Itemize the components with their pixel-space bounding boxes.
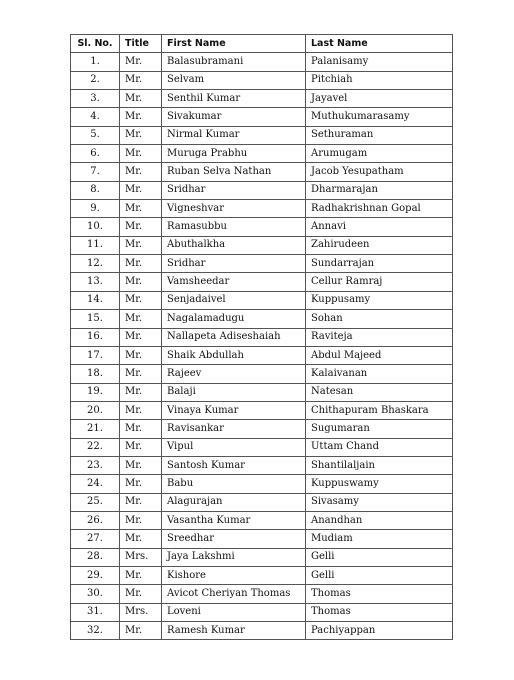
last-name-cell: Kuppusamy	[306, 291, 453, 309]
serial-number-cell: 20.	[71, 401, 120, 419]
first-name-cell: Vigneshvar	[162, 200, 306, 218]
first-name-cell: Vamsheedar	[162, 273, 306, 291]
serial-number-cell: 12.	[71, 255, 120, 273]
serial-number-cell: 4.	[71, 108, 120, 126]
first-name-cell: Ramesh Kumar	[162, 622, 306, 640]
first-name-cell: Rajeev	[162, 365, 306, 383]
table-row	[71, 475, 453, 493]
serial-number-cell: 32.	[71, 622, 120, 640]
serial-number-cell: 14.	[71, 291, 120, 309]
first-name-cell: Sridhar	[162, 181, 306, 199]
serial-number-cell: 23.	[71, 456, 120, 474]
first-name-cell: Sivakumar	[162, 108, 306, 126]
first-name-cell: Ramasubbu	[162, 218, 306, 236]
first-name-cell: Ravisankar	[162, 420, 306, 438]
title-cell: Mr.	[120, 200, 162, 218]
last-name-cell: Jayavel	[306, 90, 453, 108]
last-name-cell: Shantilaljain	[306, 456, 453, 474]
title-cell: Mr.	[120, 365, 162, 383]
last-name-cell: Abdul Majeed	[306, 346, 453, 364]
title-cell: Mr.	[120, 145, 162, 163]
table-row	[71, 273, 453, 291]
last-name-cell: Thomas	[306, 585, 453, 603]
first-name-cell: Abuthalkha	[162, 236, 306, 254]
table-row	[71, 53, 453, 71]
title-cell: Mr.	[120, 163, 162, 181]
serial-number-cell: 6.	[71, 145, 120, 163]
table-row	[71, 566, 453, 584]
last-name-cell: Sundarrajan	[306, 255, 453, 273]
table-row	[71, 603, 453, 621]
serial-number-cell: 13.	[71, 273, 120, 291]
first-name-cell: Nallapeta Adiseshaiah	[162, 328, 306, 346]
table-row	[71, 346, 453, 364]
last-name-cell: Anandhan	[306, 511, 453, 529]
serial-number-cell: 31.	[71, 603, 120, 621]
last-name-cell: Radhakrishnan Gopal	[306, 200, 453, 218]
table-row	[71, 401, 453, 419]
table-row	[71, 493, 453, 511]
serial-number-cell: 21.	[71, 420, 120, 438]
serial-number-cell: 24.	[71, 475, 120, 493]
first-name-cell: Shaik Abdullah	[162, 346, 306, 364]
table-row	[71, 622, 453, 640]
title-cell: Mr.	[120, 493, 162, 511]
table-row	[71, 383, 453, 401]
first-name-cell: Ruban Selva Nathan	[162, 163, 306, 181]
serial-number-cell: 16.	[71, 328, 120, 346]
first-name-cell: Sridhar	[162, 255, 306, 273]
title-cell: Mr.	[120, 255, 162, 273]
last-name-cell: Kuppuswamy	[306, 475, 453, 493]
first-name-cell: Nirmal Kumar	[162, 126, 306, 144]
table-row	[71, 530, 453, 548]
last-name-cell: Natesan	[306, 383, 453, 401]
first-name-cell: Jaya Lakshmi	[162, 548, 306, 566]
title-cell: Mr.	[120, 90, 162, 108]
last-name-cell: Kalaivanan	[306, 365, 453, 383]
table-row	[71, 108, 453, 126]
first-name-cell: Balaji	[162, 383, 306, 401]
table-row	[71, 145, 453, 163]
title-cell: Mr.	[120, 328, 162, 346]
title-cell: Mr.	[120, 383, 162, 401]
table-row	[71, 126, 453, 144]
title-cell: Mr.	[120, 108, 162, 126]
table-row	[71, 255, 453, 273]
first-name-cell: Vipul	[162, 438, 306, 456]
serial-number-cell: 18.	[71, 365, 120, 383]
table-row	[71, 585, 453, 603]
first-name-cell: Balasubramani	[162, 53, 306, 71]
table-row	[71, 548, 453, 566]
title-cell: Mr.	[120, 236, 162, 254]
names-table	[70, 34, 453, 640]
title-cell: Mr.	[120, 53, 162, 71]
first-name-cell: Muruga Prabhu	[162, 145, 306, 163]
last-name-cell: Raviteja	[306, 328, 453, 346]
first-name-cell: Loveni	[162, 603, 306, 621]
title-cell: Mr.	[120, 346, 162, 364]
first-name-cell: Vinaya Kumar	[162, 401, 306, 419]
header-last-name: Last Name	[306, 35, 453, 53]
last-name-cell: Arumugam	[306, 145, 453, 163]
header-first-name: First Name	[162, 35, 306, 53]
title-cell: Mr.	[120, 511, 162, 529]
serial-number-cell: 7.	[71, 163, 120, 181]
title-cell: Mr.	[120, 401, 162, 419]
last-name-cell: Muthukumarasamy	[306, 108, 453, 126]
title-cell: Mr.	[120, 585, 162, 603]
last-name-cell: Annavi	[306, 218, 453, 236]
table-row	[71, 310, 453, 328]
serial-number-cell: 30.	[71, 585, 120, 603]
table-row	[71, 365, 453, 383]
first-name-cell: Kishore	[162, 566, 306, 584]
title-cell: Mr.	[120, 530, 162, 548]
serial-number-cell: 27.	[71, 530, 120, 548]
title-cell: Mr.	[120, 71, 162, 89]
table-row	[71, 236, 453, 254]
table-row	[71, 420, 453, 438]
last-name-cell: Zahirudeen	[306, 236, 453, 254]
last-name-cell: Palanisamy	[306, 53, 453, 71]
last-name-cell: Gelli	[306, 566, 453, 584]
last-name-cell: Jacob Yesupatham	[306, 163, 453, 181]
title-cell: Mr.	[120, 273, 162, 291]
title-cell: Mr.	[120, 420, 162, 438]
first-name-cell: Sreedhar	[162, 530, 306, 548]
title-cell: Mr.	[120, 310, 162, 328]
table-row	[71, 456, 453, 474]
serial-number-cell: 9.	[71, 200, 120, 218]
last-name-cell: Thomas	[306, 603, 453, 621]
serial-number-cell: 15.	[71, 310, 120, 328]
table-row	[71, 90, 453, 108]
serial-number-cell: 17.	[71, 346, 120, 364]
header-title: Title	[120, 35, 162, 53]
serial-number-cell: 2.	[71, 71, 120, 89]
first-name-cell: Nagalamadugu	[162, 310, 306, 328]
first-name-cell: Avicot Cheriyan Thomas	[162, 585, 306, 603]
last-name-cell: Pachiyappan	[306, 622, 453, 640]
table-row	[71, 511, 453, 529]
serial-number-cell: 22.	[71, 438, 120, 456]
last-name-cell: Gelli	[306, 548, 453, 566]
first-name-cell: Senjadaivel	[162, 291, 306, 309]
title-cell: Mr.	[120, 181, 162, 199]
last-name-cell: Cellur Ramraj	[306, 273, 453, 291]
last-name-cell: Mudiam	[306, 530, 453, 548]
serial-number-cell: 26.	[71, 511, 120, 529]
first-name-cell: Alagurajan	[162, 493, 306, 511]
serial-number-cell: 1.	[71, 53, 120, 71]
first-name-cell: Santosh Kumar	[162, 456, 306, 474]
serial-number-cell: 10.	[71, 218, 120, 236]
serial-number-cell: 11.	[71, 236, 120, 254]
last-name-cell: Sethuraman	[306, 126, 453, 144]
serial-number-cell: 25.	[71, 493, 120, 511]
first-name-cell: Vasantha Kumar	[162, 511, 306, 529]
serial-number-cell: 5.	[71, 126, 120, 144]
title-cell: Mr.	[120, 456, 162, 474]
last-name-cell: Sugumaran	[306, 420, 453, 438]
serial-number-cell: 29.	[71, 566, 120, 584]
table-body	[71, 53, 453, 640]
table-row	[71, 218, 453, 236]
first-name-cell: Senthil Kumar	[162, 90, 306, 108]
serial-number-cell: 19.	[71, 383, 120, 401]
first-name-cell: Selvam	[162, 71, 306, 89]
table-row	[71, 291, 453, 309]
title-cell: Mrs.	[120, 548, 162, 566]
table-row	[71, 328, 453, 346]
last-name-cell: Sivasamy	[306, 493, 453, 511]
title-cell: Mr.	[120, 438, 162, 456]
first-name-cell: Babu	[162, 475, 306, 493]
title-cell: Mr.	[120, 291, 162, 309]
table-row	[71, 200, 453, 218]
title-cell: Mr.	[120, 218, 162, 236]
header-sl-no: Sl. No.	[71, 35, 120, 53]
last-name-cell: Chithapuram Bhaskara	[306, 401, 453, 419]
title-cell: Mr.	[120, 126, 162, 144]
title-cell: Mrs.	[120, 603, 162, 621]
header-row	[71, 35, 453, 53]
title-cell: Mr.	[120, 475, 162, 493]
title-cell: Mr.	[120, 622, 162, 640]
title-cell: Mr.	[120, 566, 162, 584]
serial-number-cell: 28.	[71, 548, 120, 566]
serial-number-cell: 8.	[71, 181, 120, 199]
last-name-cell: Sohan	[306, 310, 453, 328]
table-row	[71, 181, 453, 199]
table-row	[71, 438, 453, 456]
table-row	[71, 163, 453, 181]
last-name-cell: Uttam Chand	[306, 438, 453, 456]
last-name-cell: Pitchiah	[306, 71, 453, 89]
table-row	[71, 71, 453, 89]
serial-number-cell: 3.	[71, 90, 120, 108]
last-name-cell: Dharmarajan	[306, 181, 453, 199]
